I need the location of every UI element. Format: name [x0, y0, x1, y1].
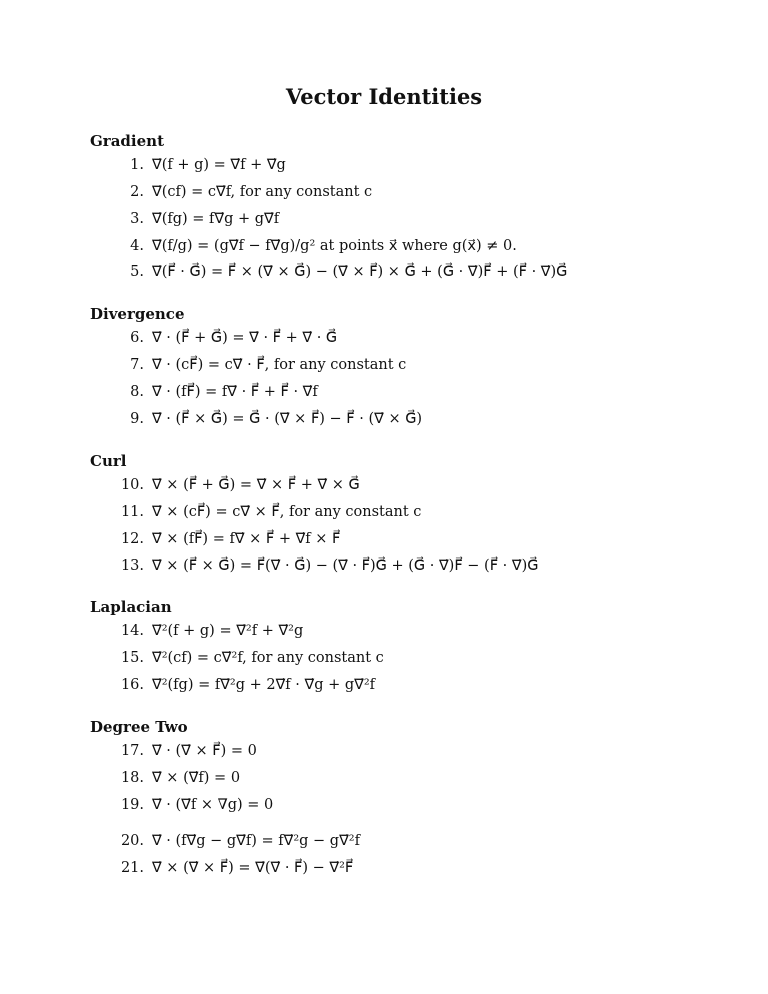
identity-number: 1. — [130, 157, 144, 173]
identity-row — [90, 858, 353, 878]
identity-row — [90, 675, 375, 695]
identity-row — [90, 382, 318, 402]
identity-row — [90, 831, 360, 851]
identity-row — [90, 262, 567, 282]
identity-formula: ∇⃗ · (fF⃗) = f∇⃗ · F⃗ + F⃗ · ∇⃗f — [152, 384, 318, 400]
identity-formula: ∇⃗(F⃗ · G⃗) = F⃗ × (∇⃗ × G⃗) − (∇⃗ × F⃗) × G⃗ + (G⃗ · ∇⃗)F⃗ + (F⃗ · ∇⃗)G⃗ — [152, 264, 568, 280]
identity-formula: ∇⃗ · (f∇⃗g − g∇⃗f) = f∇⃗²g − g∇⃗²f — [152, 833, 360, 849]
identity-row — [90, 409, 422, 429]
identity-row — [90, 475, 360, 495]
identity-formula: ∇⃗ × (∇⃗ × F⃗) = ∇⃗(∇⃗ · F⃗) − ∇⃗²F⃗ — [152, 860, 354, 876]
identity-formula: ∇⃗²(cf) = c∇⃗²f, for any constant c — [152, 650, 384, 666]
identity-row — [90, 768, 240, 788]
identity-number: 11. — [120, 504, 144, 520]
identity-row — [90, 621, 303, 641]
identity-number: 20. — [120, 833, 144, 849]
identity-number: 19. — [120, 797, 144, 813]
identity-number: 17. — [120, 743, 144, 759]
identity-number: 5. — [130, 264, 144, 280]
identity-formula: ∇⃗(f + g) = ∇⃗f + ∇⃗g — [152, 157, 286, 173]
identity-number: 8. — [130, 384, 144, 400]
identity-number: 9. — [130, 411, 144, 427]
identity-formula: ∇⃗ × (∇⃗f) = 0 — [152, 770, 241, 786]
identity-number: 10. — [120, 477, 144, 493]
section-heading-degree-two: Degree Two — [90, 718, 188, 736]
identity-formula: ∇⃗ · (cF⃗) = c∇⃗ · F⃗, for any constant c — [152, 357, 407, 373]
identity-row — [90, 529, 340, 549]
identity-formula: ∇⃗ · (F⃗ × G⃗) = G⃗ · (∇⃗ × F⃗) − F⃗ · (∇⃗ × G⃗) — [152, 411, 423, 427]
section-heading-curl: Curl — [90, 452, 127, 470]
identity-formula: ∇⃗(fg) = f∇⃗g + g∇⃗f — [152, 211, 280, 227]
identity-formula: ∇⃗ · (∇⃗ × F⃗) = 0 — [152, 743, 257, 759]
identity-number: 15. — [120, 650, 144, 666]
identity-formula: ∇⃗(cf) = c∇⃗f, for any constant c — [152, 184, 373, 200]
identity-formula: ∇⃗ × (fF⃗) = f∇⃗ × F⃗ + ∇⃗f × F⃗ — [152, 531, 341, 547]
identity-formula: ∇⃗²(f + g) = ∇⃗²f + ∇⃗²g — [152, 623, 304, 639]
identity-number: 3. — [130, 211, 144, 227]
section-heading-laplacian: Laplacian — [90, 598, 172, 616]
identity-number: 2. — [130, 184, 144, 200]
identity-row — [90, 556, 538, 576]
identity-number: 21. — [120, 860, 144, 876]
identity-row — [90, 209, 279, 229]
identity-row — [90, 648, 384, 668]
identity-row — [90, 355, 406, 375]
identity-number: 14. — [120, 623, 144, 639]
identity-formula: ∇⃗²(fg) = f∇⃗²g + 2∇⃗f · ∇⃗g + g∇⃗²f — [152, 677, 376, 693]
identity-number: 7. — [130, 357, 144, 373]
identity-row — [90, 236, 517, 256]
identity-formula: ∇⃗ · (∇⃗f × ∇g) = 0 — [152, 797, 274, 813]
identity-row — [90, 741, 257, 761]
identity-formula: ∇⃗ × (F⃗ + G⃗) = ∇⃗ × F⃗ + ∇⃗ × G⃗ — [152, 477, 360, 493]
identity-number: 6. — [130, 330, 144, 346]
identity-number: 12. — [120, 531, 144, 547]
identity-formula: ∇⃗ × (F⃗ × G⃗) = F⃗(∇⃗ · G⃗) − (∇⃗ · F⃗)G⃗ + (G⃗ · ∇⃗)F⃗ − (F⃗ · ∇⃗)G⃗ — [152, 558, 539, 574]
section-heading-gradient: Gradient — [90, 132, 164, 150]
identity-number: 18. — [120, 770, 144, 786]
identity-number: 13. — [120, 558, 144, 574]
identity-number: 4. — [130, 238, 144, 254]
identity-formula: ∇⃗ · (F⃗ + G⃗) = ∇⃗ · F⃗ + ∇⃗ · G⃗ — [152, 330, 338, 346]
identity-row — [90, 155, 286, 175]
identity-row — [90, 328, 337, 348]
identity-row — [90, 502, 421, 522]
identity-formula: ∇⃗(f/g) = (g∇⃗f − f∇⃗g)/g² at points x⃗ where g(x⃗) ≠ 0. — [152, 238, 517, 254]
section-heading-divergence: Divergence — [90, 305, 185, 323]
identity-row — [90, 182, 372, 202]
identity-formula: ∇⃗ × (cF⃗) = c∇⃗ × F⃗, for any constant c — [152, 504, 422, 520]
identity-row — [90, 795, 273, 815]
page-title: Vector Identities — [285, 84, 483, 109]
identity-number: 16. — [120, 677, 144, 693]
